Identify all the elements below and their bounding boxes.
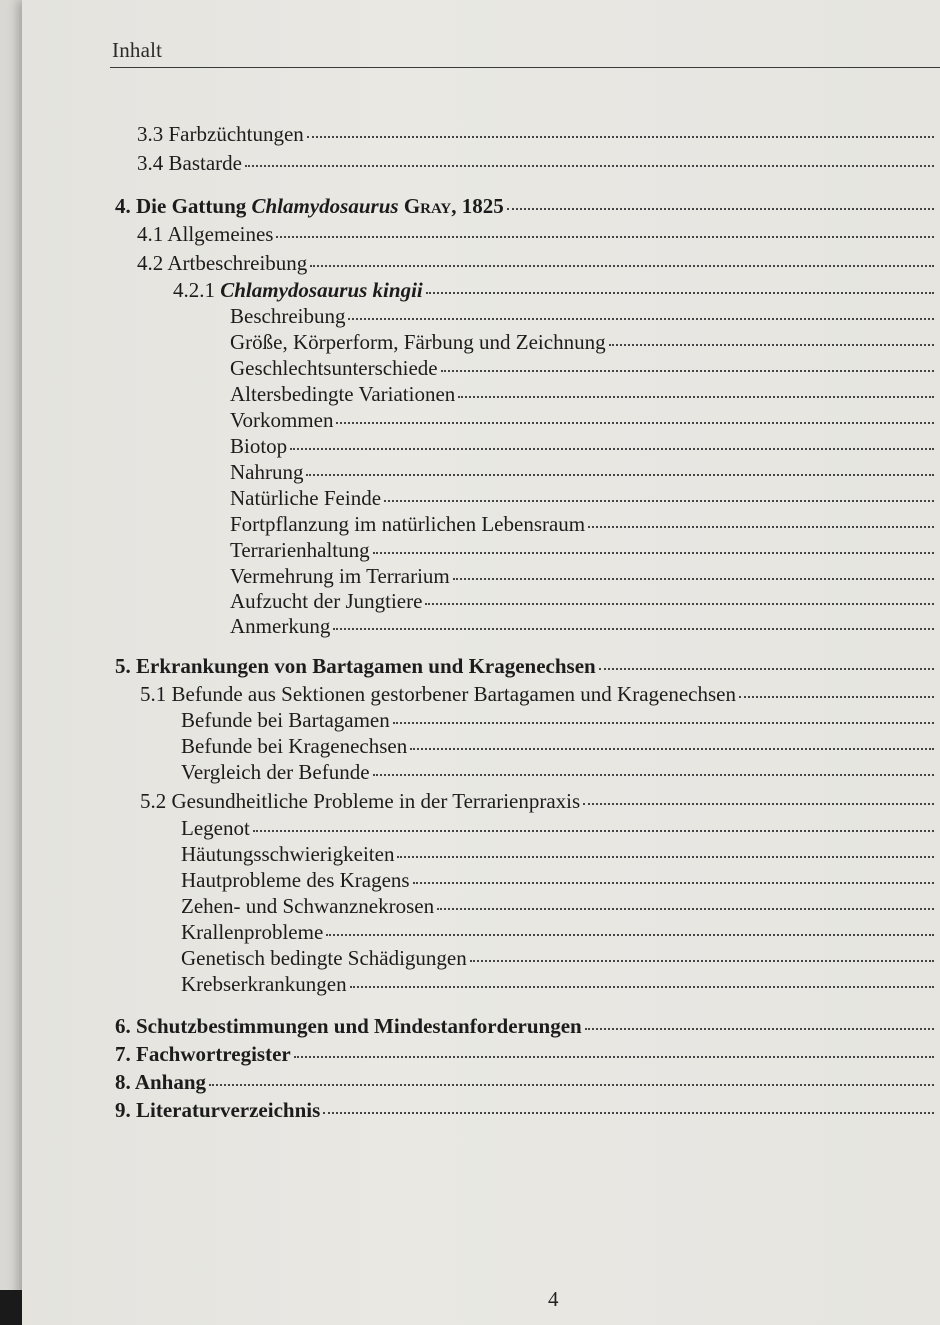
toc-entry-4-1 [137, 218, 934, 244]
toc-entry-9 [115, 1094, 934, 1120]
toc-entry-anmerkung [230, 610, 934, 636]
toc-entry-5 [115, 650, 934, 676]
toc-entry-8 [115, 1066, 934, 1092]
section-number: 4.2.1 [173, 278, 221, 302]
toc-entry-label: 4.2 Artbeschreibung [137, 251, 308, 275]
dot-leader [333, 607, 934, 630]
dot-leader [583, 782, 934, 805]
dot-leader [453, 557, 934, 580]
dot-leader [294, 1035, 934, 1058]
dot-leader [384, 479, 934, 502]
toc-entry-label: Altersbedingte Variationen [230, 382, 456, 406]
toc-entry-label: Biotop [230, 434, 288, 458]
toc-entry-label: 6. Schutzbestimmungen und Mindestanforderungen [115, 1014, 582, 1038]
toc-entry-4 [115, 190, 934, 216]
toc-entry-label: Terrarienhaltung [230, 538, 370, 562]
toc-entry-label: Aufzucht der Jungtiere [230, 589, 423, 613]
toc-entry-label: Fortpflanzung im natürlichen Lebensraum [230, 512, 586, 536]
dot-leader [507, 187, 934, 210]
dot-leader [290, 427, 934, 450]
dot-leader [410, 727, 934, 750]
dot-leader [609, 323, 934, 346]
toc-entry-label: Anmerkung [230, 614, 331, 638]
page-edge-shadow [0, 1290, 22, 1325]
toc-entry-label: Befunde bei Kragenechsen [181, 734, 408, 758]
chapter-number: 4. Die Gattung [115, 194, 252, 218]
toc-entry-label: 5.1 Befunde aus Sektionen gestorbener Bartagamen und Kragenechsen [140, 682, 736, 706]
dot-leader [739, 675, 934, 698]
toc-entry-label: 9. Literaturverzeichnis [115, 1098, 321, 1122]
species-name: Chlamydosaurus kingii [220, 278, 423, 302]
dot-leader [599, 647, 934, 670]
toc-entry-label: Natürliche Feinde [230, 486, 382, 510]
year: , 1825 [451, 194, 504, 218]
dot-leader [397, 835, 934, 858]
dot-leader [426, 271, 934, 294]
toc-entry-label: Zehen- und Schwanznekrosen [181, 894, 435, 918]
dot-leader [470, 939, 934, 962]
toc-entry-3-4 [137, 147, 934, 173]
dot-leader [393, 701, 934, 724]
toc-entry-label: Legenot [181, 816, 250, 840]
dot-leader [323, 1091, 934, 1114]
toc-entry-label: 5.2 Gesundheitliche Probleme in der Terrarienpraxis [140, 789, 581, 813]
toc-entry-5-1-c [181, 756, 934, 782]
genus-name: Chlamydosaurus [251, 194, 399, 218]
dot-leader [585, 1007, 934, 1030]
toc-entry-label: 5. Erkrankungen von Bartagamen und Kragenechsen [115, 654, 596, 678]
toc-entry-4-2 [137, 247, 934, 273]
toc-entry-label: Befunde bei Bartagamen [181, 708, 390, 732]
dot-leader [413, 861, 934, 884]
dot-leader [310, 244, 934, 267]
toc-entry-label: Häutungsschwierigkeiten [181, 842, 395, 866]
author-name: Gray [403, 194, 452, 218]
toc-entry-label: Genetisch bedingte Schädigungen [181, 946, 467, 970]
page-number: 4 [548, 1287, 559, 1311]
toc-entry-label: Krebserkrankungen [181, 972, 347, 996]
toc-entry-label: Größe, Körperform, Färbung und Zeichnung [230, 330, 606, 354]
dot-leader [437, 887, 934, 910]
toc-entry-label: 3.4 Bastarde [137, 151, 242, 175]
toc-entry-label: Vorkommen [230, 408, 334, 432]
toc-entry-krebs [181, 968, 934, 994]
dot-leader [326, 913, 934, 936]
toc-entry-label: Krallenprobleme [181, 920, 324, 944]
toc-entry-label: Hautprobleme des Kragens [181, 868, 410, 892]
dot-leader [350, 965, 934, 988]
toc-entry-label: 7. Fachwortregister [115, 1042, 291, 1066]
header-rule [110, 67, 940, 68]
dot-leader [209, 1063, 934, 1086]
toc-entry-7 [115, 1038, 934, 1064]
toc-entry-label: Vermehrung im Terrarium [230, 564, 450, 588]
dot-leader [276, 215, 934, 238]
dot-leader [441, 349, 934, 372]
toc-entry-3-3 [137, 118, 934, 144]
toc-entry-label: 8. Anhang [115, 1070, 207, 1094]
dot-leader [425, 582, 934, 605]
toc-entry-label: 4.1 Allgemeines [137, 222, 274, 246]
dot-leader [373, 753, 934, 776]
dot-leader [373, 531, 934, 554]
dot-leader [253, 809, 934, 832]
dot-leader [336, 401, 934, 424]
running-header: Inhalt [112, 38, 163, 62]
toc-entry-label: Geschlechtsunterschiede [230, 356, 438, 380]
dot-leader [307, 115, 934, 138]
toc-entry-6 [115, 1010, 934, 1036]
toc-entry-label: 3.3 Farbzüchtungen [137, 122, 304, 146]
toc-entry-5-2 [140, 785, 934, 811]
dot-leader [588, 505, 934, 528]
dot-leader [458, 375, 934, 398]
toc-entry-label: Vergleich der Befunde [181, 760, 370, 784]
dot-leader [306, 453, 934, 476]
dot-leader [245, 144, 934, 167]
dot-leader [348, 297, 934, 320]
toc-entry-label: Nahrung [230, 460, 304, 484]
toc-entry-label: Beschreibung [230, 304, 346, 328]
